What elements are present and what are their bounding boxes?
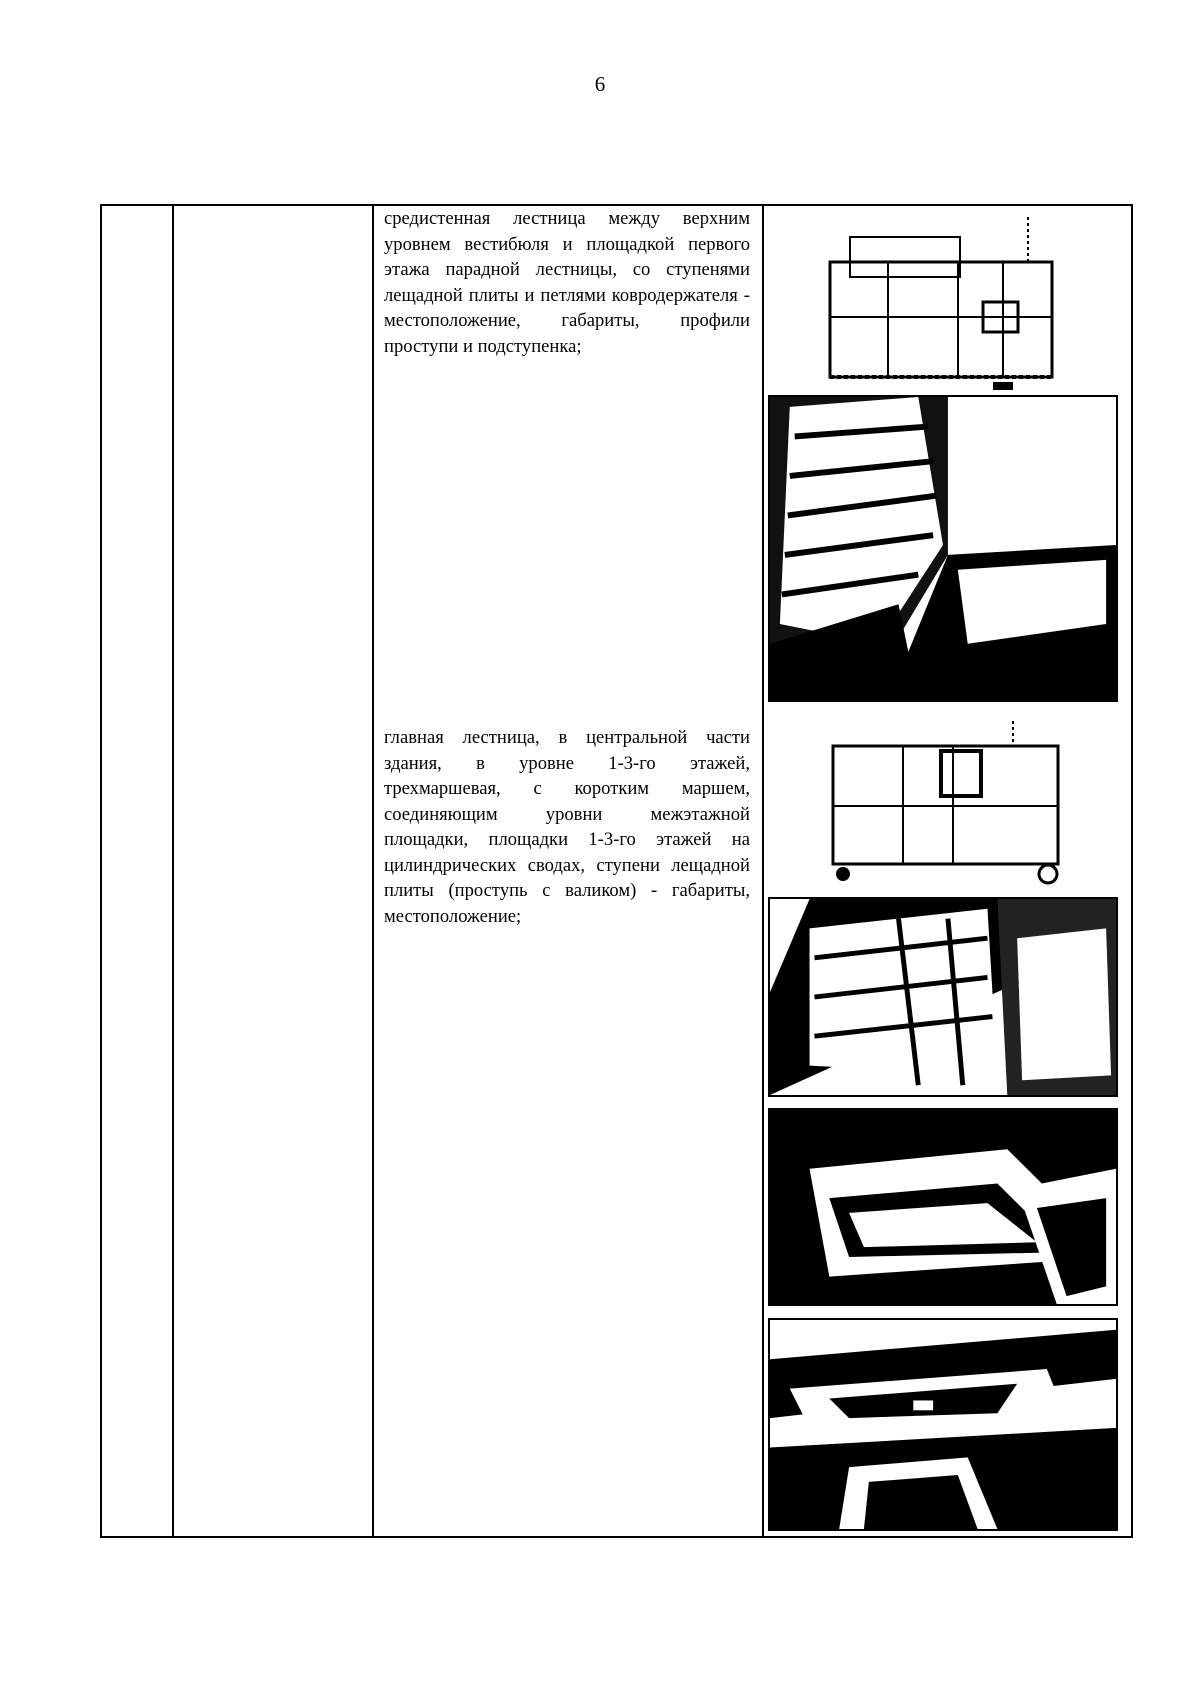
- floor-plan-image: [818, 207, 1068, 394]
- staircase-landing-photo: [768, 1318, 1118, 1531]
- staircase-photo: [768, 395, 1118, 702]
- row-description: [384, 206, 750, 359]
- row-description: [384, 725, 750, 929]
- column-divider: [172, 206, 174, 1536]
- column-divider: [372, 206, 374, 1536]
- staircase-vault-photo: [768, 1108, 1118, 1306]
- description-text: средистенная лестница между верхним уровнем вестибюля и площадкой первого этажа парадной лестницы, со ступенями лещадной плиты и петлями ковродержателя - местоположение, габариты, профили проступи и подступенка;: [384, 208, 750, 357]
- page-number: 6: [594, 72, 606, 96]
- description-text: главная лестница, в центральной части здания, в уровне 1-3-го этажей, трехмаршевая, с коротким маршем, соединяющим уровни межэтажной площадки, площадки 1-3-го этажей на цилиндрических сводах, ступени лещадной плиты (проступь с валиком) - габариты, местоположение;: [384, 727, 750, 927]
- staircase-photo: [768, 897, 1118, 1097]
- column-divider: [762, 206, 764, 1536]
- floor-plan-image: [823, 716, 1073, 886]
